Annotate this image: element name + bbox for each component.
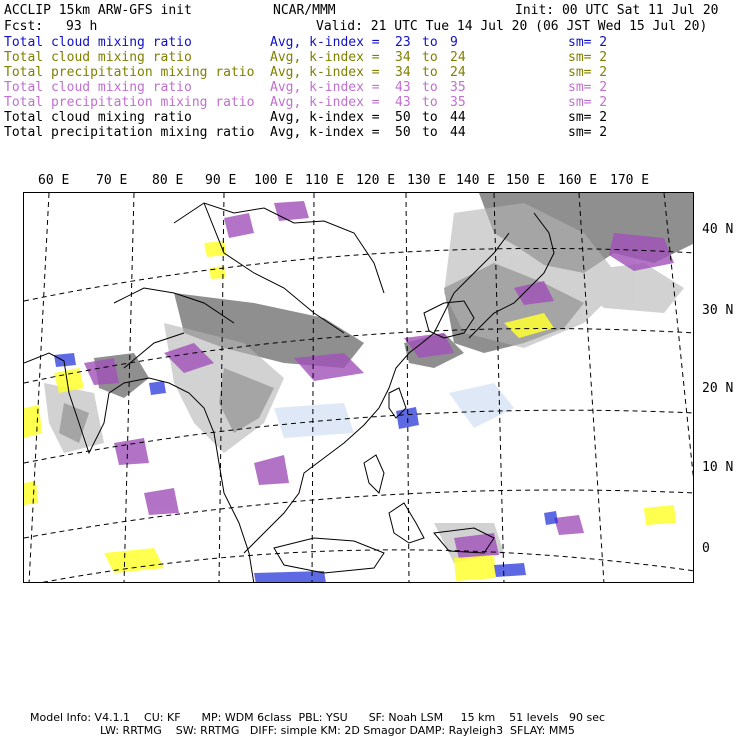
lon-label: 150 E [506, 173, 546, 188]
legend-k1: 34 [395, 65, 411, 80]
lon-label: 170 E [610, 173, 650, 188]
legend-avg: Avg, k-index = [270, 125, 380, 140]
legend-avg: Avg, k-index = [270, 65, 380, 80]
lat-label: 30 N [702, 303, 734, 318]
legend-k1: 23 [395, 35, 411, 50]
legend-name: Total precipitation mixing ratio [4, 65, 255, 80]
legend-avg: Avg, k-index = [270, 110, 380, 125]
legend-name: Total precipitation mixing ratio [4, 95, 255, 110]
legend-sm: sm= 2 [568, 35, 608, 50]
fcst-value: 93 h [66, 19, 98, 34]
model-title: ACCLIP 15km ARW-GFS init [4, 3, 192, 18]
legend-to: to [422, 65, 438, 80]
init-time: Init: 00 UTC Sat 11 Jul 20 [515, 3, 719, 18]
legend-avg: Avg, k-index = [270, 50, 380, 65]
legend-k1: 43 [395, 95, 411, 110]
lon-label: 140 E [456, 173, 496, 188]
legend-name: Total cloud mixing ratio [4, 80, 192, 95]
lon-label: 160 E [558, 173, 598, 188]
legend-name: Total cloud mixing ratio [4, 50, 192, 65]
legend-sm: sm= 2 [568, 95, 608, 110]
legend-sm: sm= 2 [568, 80, 608, 95]
legend-sm: sm= 2 [568, 50, 608, 65]
lat-label: 40 N [702, 222, 734, 237]
lon-label: 70 E [96, 173, 128, 188]
model-info-line2: LW: RRTMG SW: RRTMG DIFF: simple KM: 2D Smagor DAMP: Rayleigh3 SFLAY: MM5 [100, 724, 575, 737]
legend-to: to [422, 35, 438, 50]
legend-to: to [422, 80, 438, 95]
legend-name: Total precipitation mixing ratio [4, 125, 255, 140]
legend-k1: 34 [395, 50, 411, 65]
legend-k2: 44 [450, 125, 466, 140]
legend-sm: sm= 2 [568, 110, 608, 125]
legend-sm: sm= 2 [568, 65, 608, 80]
cloud-field-paleblue [274, 383, 514, 438]
valid-time: Valid: 21 UTC Tue 14 Jul 20 (06 JST Wed 15 Jul 20) [316, 19, 708, 34]
legend-sm: sm= 2 [568, 125, 608, 140]
legend-to: to [422, 50, 438, 65]
cloud-field-dark [59, 193, 694, 443]
map-canvas [24, 193, 694, 583]
lon-label: 80 E [152, 173, 184, 188]
model-info-line1: Model Info: V4.1.1 CU: KF MP: WDM 6class PBL: YSU SF: Noah LSM 15 km 51 levels 90 sec [30, 711, 606, 724]
center-label: NCAR/MMM [273, 3, 336, 18]
lat-label: 20 N [702, 381, 734, 396]
lon-label: 130 E [407, 173, 447, 188]
lon-label: 120 E [356, 173, 396, 188]
lon-label: 90 E [205, 173, 237, 188]
legend-avg: Avg, k-index = [270, 80, 380, 95]
lon-label: 110 E [305, 173, 345, 188]
legend-k1: 50 [395, 125, 411, 140]
legend-k1: 50 [395, 110, 411, 125]
legend-avg: Avg, k-index = [270, 95, 380, 110]
lat-label: 10 N [702, 460, 734, 475]
legend-k2: 44 [450, 110, 466, 125]
lon-label: 60 E [38, 173, 70, 188]
legend-k2: 35 [450, 80, 466, 95]
weather-map [23, 192, 694, 583]
lon-label: 100 E [254, 173, 294, 188]
legend-name: Total cloud mixing ratio [4, 110, 192, 125]
legend-k2: 35 [450, 95, 466, 110]
fcst-label: Fcst: [4, 19, 44, 34]
legend-to: to [422, 110, 438, 125]
legend-k1: 43 [395, 80, 411, 95]
legend-to: to [422, 95, 438, 110]
legend-to: to [422, 125, 438, 140]
legend-k2: 24 [450, 50, 466, 65]
lat-label: 0 [702, 541, 710, 556]
legend-k2: 9 [450, 35, 458, 50]
legend-avg: Avg, k-index = [270, 35, 380, 50]
legend-name: Total cloud mixing ratio [4, 35, 192, 50]
legend-k2: 24 [450, 65, 466, 80]
